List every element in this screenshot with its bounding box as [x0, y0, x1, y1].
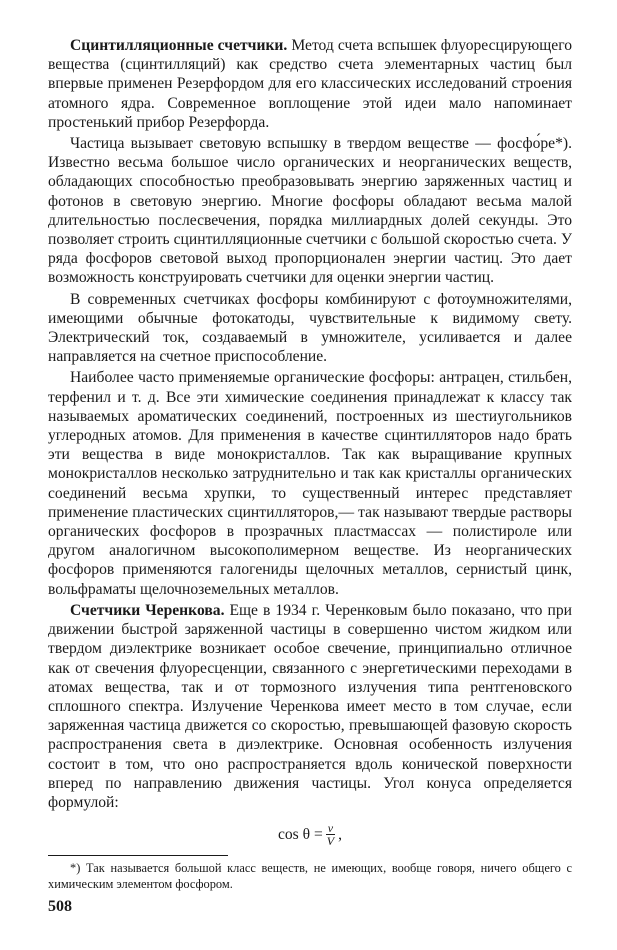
- page-number: 508: [48, 898, 72, 915]
- paragraph-text: Еще в 1934 г. Черенковым было показано, что при движении быстрой заряженной частицы в совершенно чистом жидком или твердом диэлектрике возникает особое свечение, принципиально отличное как от свечения флуоресценции, связанного с энергетическими переходами в атомах вещества, так и от тормозного излучения типа рентгеновского сплошного спектра. Излучение Черенкова имеет место в том случае, если заряженная частица движется со скоростью, превышающей фазовую скорость распространения света в диэлектрике. Основная особенность излучения состоит в том, что оно распространяется вдоль конической поверхности вперед по направлению движения частицы. Угол конуса определяется формулой:: [48, 601, 572, 811]
- paragraph-phosphor: Частица вызывает световую вспышку в твердом веществе — фосфо́ре*). Известно весьма большое число органических и неорганических веществ, обладающих способностью преобразовывать энергию заряженных частиц и фотонов в световую энергию. Многие фосфоры обладают весьма малой длительностью послесвечения, порядка миллиардных долей секунды. Это позволяет строить сцинтилляционные счетчики с большой скоростью счета. У ряда фосфоров световой выход пропорционален энергии частиц. Это дает возможность конструировать счетчики для оценки энергии частиц.: [48, 135, 572, 287]
- runin-heading-cherenkov: Счетчики Черенкова.: [70, 601, 225, 619]
- footnote-divider: [48, 855, 228, 856]
- formula-trail: ,: [338, 826, 343, 844]
- paragraph-photomultipliers: В современных счетчиках фосфоры комбинируют с фотоумножителями, имеющими обычные фотокатоды, чувствительные к видимому свету. Электрический ток, создаваемый в умножителе, усиливается и далее направляется на счетное приспособление.: [48, 290, 572, 366]
- runin-heading-scintillation: Сцинтилляционные счетчики.: [70, 37, 288, 54]
- paragraph-cherenkov-counters: [48, 601, 572, 812]
- paragraph-organic-phosphors: Наиболее часто применяемые органические фосфоры: антрацен, стильбен, терфенил и т. д. Все эти химические соединения принадлежат к классу так называемых ароматических соединений, построенных из шестиугольников углеродных атомов. Для применения в качестве сцинтилляторов надо брать эти вещества в виде монокристаллов. Так как выращивание крупных монокристаллов несколько затруднительно и так как кристаллы органических соединений весьма хрупки, то существенный интерес представляет применение пластических сцинтилляторов,— так называют твердые растворы органических фосфоров в прозрачных пластмассах — полистироле или другом аналогичном высокополимерном веществе. Из неорганических фосфоров применяются галогениды щелочных металлов, сернистый цинк, вольфраматы щелочноземельных металлов.: [48, 369, 572, 598]
- cherenkov-angle-formula: [48, 822, 572, 847]
- paragraph-scintillation-counters: [48, 36, 572, 132]
- formula-numerator: v: [327, 821, 334, 836]
- formula-denominator: V: [326, 834, 335, 849]
- formula-lhs: cos θ =: [277, 826, 323, 844]
- footnote: *) Так называется большой класс веществ, не имеющих, вообще говоря, ничего общего с химическим элементом фосфором.: [48, 861, 572, 892]
- page-body: [48, 36, 572, 892]
- paragraph-text: Метод счета вспышек флуоресцирующего вещества (сцинтилляций) как средство счета элементарных частиц был впервые применен Резерфордом для его классических исследований строения атомного ядра. Современное воплощение этой идеи мало напоминает простенький прибор Резерфорда.: [48, 37, 572, 131]
- formula-fraction: [325, 822, 336, 847]
